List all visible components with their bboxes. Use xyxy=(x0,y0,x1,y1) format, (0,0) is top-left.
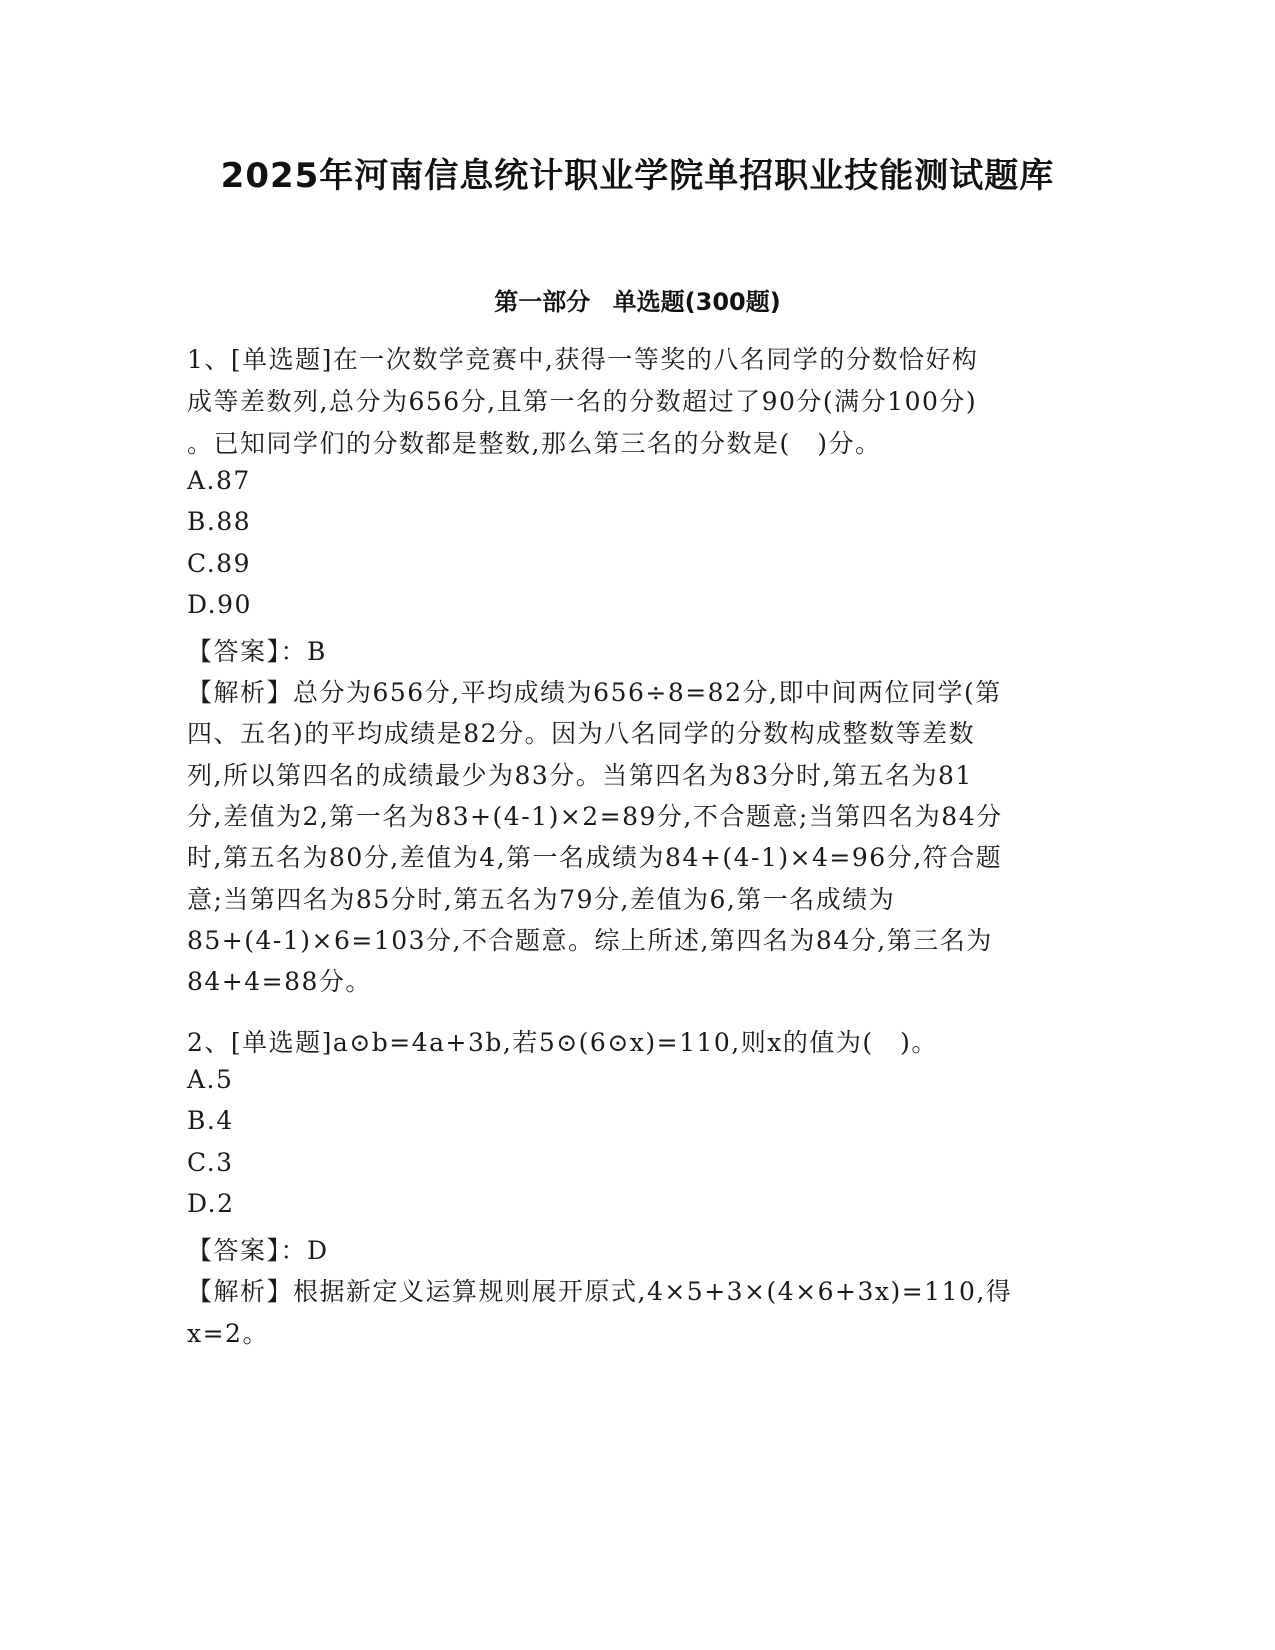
question-2-analysis-line: x=2。 xyxy=(187,1319,269,1348)
question-1-answer: 【答案】：B xyxy=(187,637,327,666)
question-1-analysis-line: 【解析】总分为656分,平均成绩为656÷8=82分,即中间两位同学(第 xyxy=(187,678,1002,707)
question-1-analysis-line: 意;当第四名为85分时,第五名为79分,差值为6,第一名成绩为 xyxy=(187,885,896,914)
question-2-option-d: D.2 xyxy=(187,1189,235,1218)
question-1-option-b: B.88 xyxy=(187,507,252,536)
question-1-analysis-line: 分,差值为2,第一名为83+(4-1)×2=89分,不合题意;当第四名为84分 xyxy=(187,802,1003,831)
question-1-option-c: C.89 xyxy=(187,549,251,578)
question-1-stem-line: 。已知同学们的分数都是整数,那么第三名的分数是( )分。 xyxy=(187,429,882,458)
question-1-analysis-line: 84+4=88分。 xyxy=(187,967,372,996)
question-2-option-c: C.3 xyxy=(187,1148,234,1177)
question-1-analysis-line: 时,第五名为80分,差值为4,第一名成绩为84+(4-1)×4=96分,符合题 xyxy=(187,843,1003,872)
question-2-answer: 【答案】：D xyxy=(187,1236,329,1265)
question-1-option-a: A.87 xyxy=(187,466,251,495)
question-1-analysis-line: 85+(4-1)×6=103分,不合题意。综上所述,第四名为84分,第三名为 xyxy=(187,926,993,955)
question-2-stem-line: 2、[单选题]a⊙b=4a+3b,若5⊙(6⊙x)=110,则x的值为( )。 xyxy=(187,1028,938,1057)
section-heading: 第一部分 单选题(300题) xyxy=(494,288,781,316)
question-1-analysis-line: 四、五名)的平均成绩是82分。因为八名同学的分数构成整数等差数 xyxy=(187,719,976,748)
question-2-analysis-line: 【解析】根据新定义运算规则展开原式,4×5+3×(4×6+3x)=110,得 xyxy=(187,1277,1013,1306)
question-2-option-b: B.4 xyxy=(187,1106,234,1135)
document-title: 2025年河南信息统计职业学院单招职业技能测试题库 xyxy=(220,156,1055,196)
question-1-option-d: D.90 xyxy=(187,590,252,619)
question-1-analysis-line: 列,所以第四名的成绩最少为83分。当第四名为83分时,第五名为81 xyxy=(187,761,973,790)
question-1-stem-line: 1、[单选题]在一次数学竞赛中,获得一等奖的八名同学的分数恰好构 xyxy=(187,345,979,374)
question-2-option-a: A.5 xyxy=(187,1065,234,1094)
question-1-stem-line: 成等差数列,总分为656分,且第一名的分数超过了90分(满分100分) xyxy=(187,387,978,416)
